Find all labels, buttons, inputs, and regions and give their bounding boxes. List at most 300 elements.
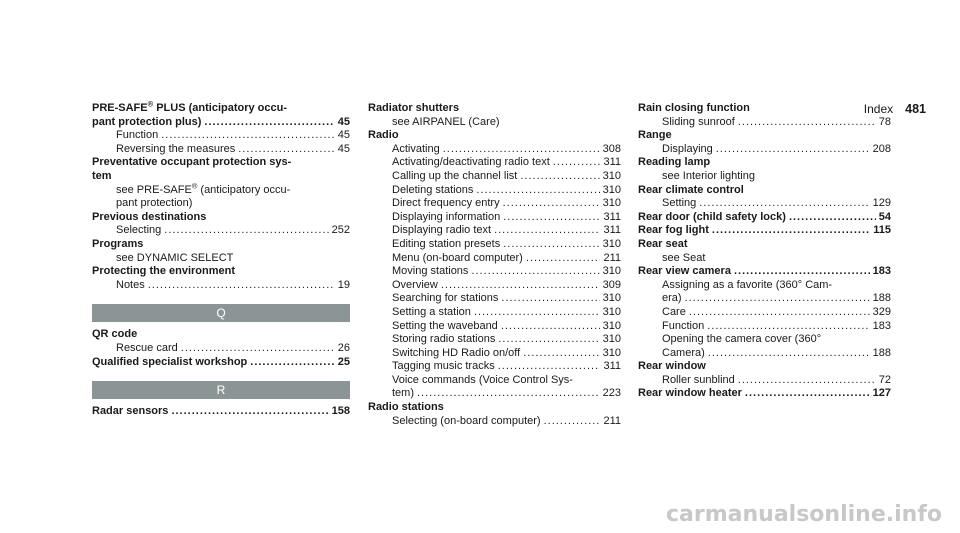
index-line xyxy=(92,156,350,170)
page-reference: 211 xyxy=(603,414,621,427)
index-entry xyxy=(92,328,350,342)
index-term xyxy=(392,415,541,429)
index-term xyxy=(392,184,473,198)
dot-leader xyxy=(164,224,328,238)
index-entry xyxy=(638,360,891,374)
index-term xyxy=(638,224,709,238)
page-reference: 311 xyxy=(603,224,621,237)
index-subentry xyxy=(638,333,891,360)
page-reference: 310 xyxy=(602,237,621,250)
page-reference: 45 xyxy=(337,129,350,142)
index-line-with-page xyxy=(92,116,350,130)
index-line xyxy=(368,401,621,415)
index-term xyxy=(92,405,168,419)
index-entry xyxy=(638,184,891,198)
index-term xyxy=(116,129,158,143)
index-subentry xyxy=(92,252,350,266)
index-line xyxy=(92,180,350,198)
index-term-text: Rear fog light xyxy=(638,224,709,237)
page-reference: 309 xyxy=(602,278,621,291)
dot-leader xyxy=(526,252,601,266)
index-term xyxy=(92,156,291,168)
dot-leader xyxy=(417,387,600,401)
dot-leader xyxy=(474,306,600,320)
index-entry xyxy=(92,156,350,183)
index-term-text: Activating/deactivating radio text xyxy=(392,156,550,169)
dot-leader xyxy=(503,238,599,252)
index-term-text: Function xyxy=(116,129,159,142)
index-term-text: see DYNAMIC SELECT xyxy=(116,251,234,264)
index-line xyxy=(92,170,350,184)
registered-mark: ® xyxy=(191,180,198,190)
index-term-text: Displaying information xyxy=(392,210,501,223)
index-entry xyxy=(638,156,891,170)
index-term-text: Opening the camera cover (360° xyxy=(662,333,822,346)
index-term xyxy=(92,265,235,277)
index-term-text: era) xyxy=(662,292,682,305)
page-reference: 310 xyxy=(602,265,621,278)
index-term-text: Calling up the channel list xyxy=(392,169,518,182)
index-line-with-page xyxy=(92,143,350,157)
index-line-with-page xyxy=(368,360,621,374)
page-reference: 129 xyxy=(872,197,891,210)
index-line-with-page xyxy=(368,143,621,157)
index-term xyxy=(662,306,686,320)
index-term xyxy=(392,238,500,252)
index-line xyxy=(638,238,891,252)
index-term xyxy=(392,211,500,225)
index-term xyxy=(116,342,178,356)
index-line-with-page xyxy=(368,238,621,252)
index-term-text: Selecting xyxy=(116,224,162,237)
index-term xyxy=(92,238,143,250)
index-line-with-page xyxy=(368,156,621,170)
index-line-with-page xyxy=(638,387,891,401)
index-term-text: Overview xyxy=(392,278,438,291)
index-term-text-after: (anticipatory occu- xyxy=(197,183,291,196)
index-entry xyxy=(92,405,350,419)
dot-leader xyxy=(685,292,870,306)
index-term-text: Rear view camera xyxy=(638,265,731,278)
index-line-with-page xyxy=(638,292,891,306)
index-term-text: Care xyxy=(662,305,686,318)
index-entry xyxy=(638,265,891,279)
index-line xyxy=(92,265,350,279)
index-line-with-page xyxy=(638,320,891,334)
index-term xyxy=(392,156,550,170)
dot-leader xyxy=(503,211,600,225)
index-term-text: see PRE-SAFE xyxy=(116,183,192,196)
page-reference: 223 xyxy=(602,387,621,400)
dot-leader xyxy=(738,374,876,388)
dot-leader xyxy=(498,333,599,347)
index-line-with-page xyxy=(638,306,891,320)
index-subentry xyxy=(638,170,891,184)
watermark: carmanualsonline.info xyxy=(666,502,942,527)
index-term xyxy=(92,116,201,130)
index-line-with-page xyxy=(368,333,621,347)
index-line-with-page xyxy=(368,252,621,266)
index-term-text: Radiator shutters xyxy=(368,102,460,114)
index-term xyxy=(638,129,672,141)
index-term-text: Roller sunblind xyxy=(662,373,735,386)
page-reference: 127 xyxy=(872,387,891,400)
index-term-text: Assigning as a favorite (360° Cam- xyxy=(662,278,833,291)
page-reference: 308 xyxy=(602,142,621,155)
dot-leader xyxy=(471,265,599,279)
index-line xyxy=(92,328,350,342)
index-term xyxy=(638,211,786,225)
index-line-with-page xyxy=(638,265,891,279)
index-term-text: QR code xyxy=(92,328,138,341)
index-term-text: Activating xyxy=(392,142,440,155)
page-reference: 310 xyxy=(602,305,621,318)
page-reference: 310 xyxy=(602,319,621,332)
index-line-with-page xyxy=(368,292,621,306)
page-reference: 158 xyxy=(331,405,350,418)
page-reference: 310 xyxy=(602,333,621,346)
index-line xyxy=(368,116,621,130)
index-term-text: see Interior lighting xyxy=(662,169,755,182)
index-term xyxy=(392,360,495,374)
index-term-text: Storing radio stations xyxy=(392,333,496,346)
dot-leader xyxy=(181,342,335,356)
index-column-2 xyxy=(368,102,621,428)
index-term xyxy=(662,333,821,345)
index-term xyxy=(662,143,713,157)
index-line-with-page xyxy=(368,415,621,429)
page-reference: 311 xyxy=(603,210,621,223)
dot-leader xyxy=(699,197,869,211)
index-line xyxy=(638,170,891,184)
index-subentry xyxy=(368,116,621,130)
index-line-with-page xyxy=(368,265,621,279)
index-term-text: see AIRPANEL (Care) xyxy=(392,115,500,128)
index-entry xyxy=(92,265,350,279)
index-line xyxy=(92,252,350,266)
index-term xyxy=(662,197,696,211)
index-line-with-page xyxy=(92,279,350,293)
index-term xyxy=(638,387,742,401)
index-column-1 xyxy=(92,99,350,419)
index-term xyxy=(116,252,233,264)
index-term-text: Setting xyxy=(662,197,697,210)
dot-leader xyxy=(745,387,870,401)
index-line-with-page xyxy=(368,197,621,211)
index-line xyxy=(638,360,891,374)
index-term xyxy=(392,306,471,320)
index-entry xyxy=(638,224,891,238)
index-term-text: Camera) xyxy=(662,346,705,359)
page-reference: 208 xyxy=(872,142,891,155)
index-term-text: Notes xyxy=(116,278,145,291)
index-term xyxy=(662,116,735,130)
index-term xyxy=(92,356,247,370)
index-entry xyxy=(368,102,621,116)
index-term xyxy=(392,265,468,279)
index-term-text: Preventative occupant protection sys- xyxy=(92,156,292,169)
index-term-text: Range xyxy=(638,129,672,142)
index-term-text: Editing station presets xyxy=(392,237,501,250)
index-entry xyxy=(638,102,894,116)
dot-leader xyxy=(250,356,334,370)
index-term-text: tem xyxy=(92,169,112,182)
index-term xyxy=(116,180,291,196)
index-line xyxy=(368,102,621,116)
index-term xyxy=(392,292,498,306)
dot-leader xyxy=(443,143,600,157)
page-reference: 183 xyxy=(872,265,891,278)
dot-leader xyxy=(503,197,600,211)
index-term-text: Displaying radio text xyxy=(392,224,492,237)
index-term-text: Function xyxy=(662,319,705,332)
index-term xyxy=(368,401,444,413)
index-term-text: Deleting stations xyxy=(392,183,474,196)
index-line-with-page xyxy=(92,405,350,419)
index-line-with-page xyxy=(92,224,350,238)
index-term xyxy=(116,224,161,238)
index-entry xyxy=(368,129,621,143)
page-reference: 183 xyxy=(872,319,891,332)
index-line-with-page xyxy=(368,184,621,198)
dot-leader xyxy=(553,156,601,170)
dot-leader xyxy=(789,211,876,225)
index-term-text: Reading lamp xyxy=(638,156,711,169)
page-reference: 188 xyxy=(872,346,891,359)
index-subentry xyxy=(638,279,891,306)
index-term-text: Reversing the measures xyxy=(116,142,236,155)
index-subentry xyxy=(92,180,350,211)
index-term-text: Voice commands (Voice Control Sys- xyxy=(392,373,573,386)
index-line-with-page xyxy=(638,211,891,225)
registered-mark: ® xyxy=(147,99,154,109)
index-line-with-page xyxy=(92,342,350,356)
index-term xyxy=(638,184,744,196)
index-line-with-page xyxy=(638,224,891,238)
page-reference: 310 xyxy=(602,197,621,210)
index-entry xyxy=(638,129,891,143)
dot-leader xyxy=(689,306,870,320)
index-line-with-page xyxy=(638,197,891,211)
index-line-with-page xyxy=(638,374,891,388)
section-letter-bar: Q xyxy=(92,304,350,322)
index-term xyxy=(638,238,688,250)
page-reference: 115 xyxy=(873,224,891,237)
dot-leader xyxy=(544,415,601,429)
index-term-text: pant protection) xyxy=(116,197,193,210)
index-entry xyxy=(638,387,891,401)
index-term-text: Rear door (child safety lock) xyxy=(638,210,786,223)
index-line xyxy=(92,238,350,252)
page-reference: 310 xyxy=(602,169,621,182)
index-term-text: see Seat xyxy=(662,251,706,264)
index-term-text: Searching for stations xyxy=(392,292,499,305)
index-entry xyxy=(638,238,891,252)
index-title: Index xyxy=(863,102,894,116)
dot-leader xyxy=(523,347,599,361)
dot-leader xyxy=(712,224,870,238)
page-reference: 211 xyxy=(603,251,621,264)
dot-leader xyxy=(161,129,335,143)
index-term xyxy=(662,292,682,306)
index-term xyxy=(92,328,137,340)
page-reference: 25 xyxy=(337,355,350,368)
index-term-text-after: PLUS (anticipatory occu- xyxy=(153,102,288,114)
index-term-text: Direct frequency entry xyxy=(392,197,500,210)
index-term-text: pant protection plus) xyxy=(92,115,202,128)
page-reference: 311 xyxy=(603,360,621,373)
index-entry xyxy=(638,211,891,225)
index-term xyxy=(392,320,498,334)
index-term xyxy=(392,387,414,401)
index-line-with-page xyxy=(92,356,350,370)
page-reference: 252 xyxy=(331,224,350,237)
dot-leader xyxy=(708,347,870,361)
index-term-text: Switching HD Radio on/off xyxy=(392,346,521,359)
page-reference: 311 xyxy=(603,156,621,169)
dot-leader xyxy=(171,405,328,419)
page-reference: 54 xyxy=(878,210,891,223)
index-column-3 xyxy=(638,102,894,401)
dot-leader xyxy=(498,360,601,374)
index-term-text: Radar sensors xyxy=(92,405,169,418)
dot-leader xyxy=(734,265,870,279)
index-term xyxy=(392,197,500,211)
index-term-text: Selecting (on-board computer) xyxy=(392,414,541,427)
index-line-with-page xyxy=(368,224,621,238)
index-line xyxy=(638,333,891,347)
index-line-with-page xyxy=(368,320,621,334)
index-term-text: Setting a station xyxy=(392,305,471,318)
page-reference: 329 xyxy=(872,305,891,318)
dot-leader xyxy=(494,224,600,238)
index-line-with-page xyxy=(638,143,891,157)
index-subentry xyxy=(638,252,891,266)
page-reference: 310 xyxy=(602,183,621,196)
index-term xyxy=(116,279,145,293)
index-line xyxy=(638,184,891,198)
index-term xyxy=(638,360,706,372)
index-term-text: Displaying xyxy=(662,142,713,155)
index-line xyxy=(92,197,350,211)
index-line xyxy=(92,211,350,225)
index-term-text: Rear window xyxy=(638,360,706,373)
index-line xyxy=(92,99,350,116)
page-reference: 26 xyxy=(337,341,350,354)
page-reference: 45 xyxy=(337,142,350,155)
index-term-text: Rear climate control xyxy=(638,183,744,196)
index-line-with-page xyxy=(368,347,621,361)
page-reference: 310 xyxy=(602,292,621,305)
index-term-text: Menu (on-board computer) xyxy=(392,251,523,264)
index-term-text: Protecting the environment xyxy=(92,265,236,278)
index-term-text: PRE-SAFE xyxy=(92,102,148,114)
page-reference: 19 xyxy=(337,278,350,291)
index-line-with-page xyxy=(92,129,350,143)
index-term xyxy=(392,347,520,361)
index-line-with-page xyxy=(368,279,621,293)
index-term-text: Previous destinations xyxy=(92,210,207,223)
index-line xyxy=(638,156,891,170)
index-term xyxy=(392,224,491,238)
page-reference: 45 xyxy=(337,115,350,128)
dot-leader xyxy=(441,279,600,293)
index-term-text: Rear window heater xyxy=(638,387,742,400)
index-term-text: Moving stations xyxy=(392,265,469,278)
index-entry xyxy=(92,211,350,225)
dot-leader xyxy=(738,116,876,130)
index-term xyxy=(392,279,438,293)
index-term xyxy=(662,347,705,361)
dot-leader xyxy=(501,292,599,306)
index-line xyxy=(368,374,621,388)
index-term xyxy=(116,197,192,209)
index-term xyxy=(392,116,500,128)
index-line-with-page xyxy=(368,170,621,184)
index-line-with-page xyxy=(368,211,621,225)
index-term xyxy=(368,102,459,114)
dot-leader xyxy=(148,279,335,293)
index-term xyxy=(638,156,710,168)
index-line-with-page xyxy=(638,116,891,130)
index-term-text: tem) xyxy=(392,387,414,400)
index-term xyxy=(662,170,755,182)
index-line-with-page xyxy=(638,347,891,361)
page-reference: 310 xyxy=(602,346,621,359)
index-entry xyxy=(368,401,621,415)
index-term xyxy=(392,333,495,347)
index-term-text: Sliding sunroof xyxy=(662,115,735,128)
index-line-with-page xyxy=(368,387,621,401)
section-letter-bar: R xyxy=(92,381,350,399)
index-line xyxy=(638,279,891,293)
index-line xyxy=(638,129,891,143)
index-line xyxy=(638,252,891,266)
index-entry xyxy=(92,356,350,370)
index-term xyxy=(368,129,399,141)
index-term-text: Rear seat xyxy=(638,237,688,250)
index-entry xyxy=(92,99,350,129)
index-term xyxy=(662,374,735,388)
index-term xyxy=(392,252,523,266)
index-term-text: Rescue card xyxy=(116,341,178,354)
index-entry xyxy=(92,238,350,252)
page-reference: 72 xyxy=(878,373,891,386)
index-term-text: Rain closing function xyxy=(638,102,750,114)
index-term xyxy=(116,143,235,157)
index-line-with-page xyxy=(368,306,621,320)
index-term xyxy=(638,265,731,279)
index-term xyxy=(392,170,517,184)
index-subentry xyxy=(368,374,621,401)
index-term xyxy=(392,143,440,157)
index-term-text: Radio stations xyxy=(368,401,444,414)
dot-leader xyxy=(204,116,334,130)
index-term-text: Radio xyxy=(368,129,399,142)
index-term xyxy=(662,279,832,291)
index-term xyxy=(392,374,573,386)
index-term xyxy=(92,211,206,223)
index-term xyxy=(92,99,288,114)
index-term-text: Programs xyxy=(92,237,144,250)
dot-leader xyxy=(520,170,599,184)
dot-leader xyxy=(476,184,599,198)
index-line xyxy=(638,102,894,116)
index-term xyxy=(92,170,112,182)
page-reference: 78 xyxy=(878,115,891,128)
index-term xyxy=(638,102,750,114)
index-term xyxy=(662,252,705,264)
